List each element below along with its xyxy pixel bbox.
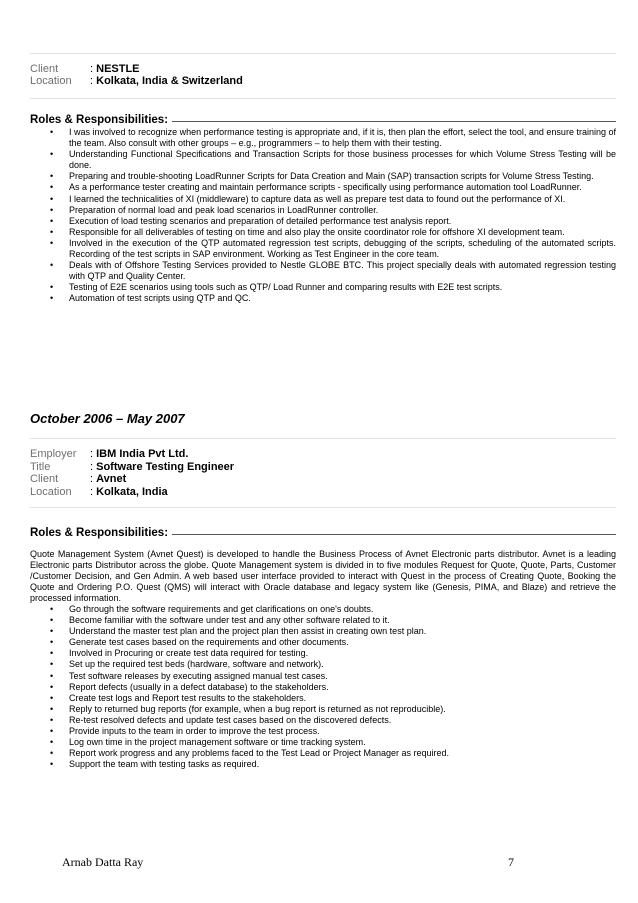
employer-value: : IBM India Pvt Ltd. bbox=[90, 448, 188, 460]
responsibilities-list-1 bbox=[30, 127, 616, 305]
divider bbox=[30, 438, 616, 439]
roles-heading-text: Roles & Responsibilities: bbox=[30, 114, 169, 126]
bullet-item: • Generate test cases based on the requirements and other documents. bbox=[30, 637, 616, 648]
title-row bbox=[30, 461, 234, 474]
roles-heading-2 bbox=[30, 526, 616, 540]
client-label-2: Client bbox=[30, 473, 59, 485]
employer-row bbox=[30, 448, 188, 461]
bullet-item: • Deals with of Offshore Testing Services provided to Nestle GLOBE BTC. This project specially deals with automated regression testing with QTP and Quality Center. bbox=[30, 260, 616, 282]
client-value-2: : Avnet bbox=[90, 473, 126, 485]
bullet-item: • Preparation of normal load and peak load scenarios in LoadRunner controller. bbox=[30, 205, 616, 216]
bullet-item: • Re-test resolved defects and update test cases based on the discovered defects. bbox=[30, 715, 616, 726]
bullet-item: • Test software releases by executing assigned manual test cases. bbox=[30, 671, 616, 682]
bullet-item: • Report work progress and any problems faced to the Test Lead or Project Manager as required. bbox=[30, 748, 616, 759]
divider bbox=[30, 53, 616, 54]
bullet-item: • I was involved to recognize when performance testing is appropriate and, if it is, then plan the effort, select the tool, and ensure training of the team. Also consult with other groups – e.g., programmers – to help them with their testing. bbox=[30, 127, 616, 149]
bullet-item: • Execution of load testing scenarios and preparation of detailed performance test analysis report. bbox=[30, 216, 616, 227]
bullet-item: • Understanding Functional Specifications and Transaction Scripts for those business processes for which Volume Stress Testing will be done. bbox=[30, 149, 616, 171]
location-row-2 bbox=[30, 486, 168, 499]
bullet-item: • Preparing and trouble-shooting LoadRunner Scripts for Data Creation and Main (SAP) transaction scripts for Volume Stress Testing. bbox=[30, 171, 616, 182]
title-value: : Software Testing Engineer bbox=[90, 461, 234, 473]
footer-author: Arnab Datta Ray bbox=[62, 855, 144, 869]
employer-label: Employer bbox=[30, 448, 77, 460]
location-value: : Kolkata, India & Switzerland bbox=[90, 75, 243, 87]
client-row-2 bbox=[30, 473, 126, 486]
bullet-item: • Provide inputs to the team in order to improve the test process. bbox=[30, 726, 616, 737]
bullet-item: • Go through the software requirements and get clarifications on one's doubts. bbox=[30, 604, 616, 615]
bullet-item: • Responsible for all deliverables of testing on time and also play the onsite coordinator role for offshore XI development team. bbox=[30, 227, 616, 238]
bullet-item: • Report defects (usually in a defect database) to the stakeholders. bbox=[30, 682, 616, 693]
bullet-item: • Involved in Procuring or create test data required for testing. bbox=[30, 648, 616, 659]
location-row bbox=[30, 75, 243, 87]
location-value-2: : Kolkata, India bbox=[90, 486, 168, 498]
heading-rule bbox=[172, 121, 616, 122]
title-label: Title bbox=[30, 461, 51, 473]
roles-heading-1 bbox=[30, 113, 616, 127]
client-row bbox=[30, 63, 140, 75]
location-label: Location bbox=[30, 75, 72, 87]
bullet-item: • Automation of test scripts using QTP and QC. bbox=[30, 293, 616, 304]
bullet-item: • As a performance tester creating and maintain performance scripts - specifically using performance automation tool LoadRunner. bbox=[30, 182, 616, 193]
divider bbox=[30, 507, 616, 508]
project-description: Quote Management System (Avnet Quest) is developed to handle the Business Process of Avnet Electronic parts distributor. Avnet is a leading Electronic parts Distributor across the globe. Quote Management system is divided in to five modules Request for Quote, Quote, Parts, Customer /Customer Decision, and Gen Admin. A web based user interface provided to interact with Quest in the process of Creating Quote, Booking the Quote and Ordering P.O. Quest (QMS) will interact with Oracle database and legacy system like (Genesis, PIMA, and Blaze) and retrieve the processed information. bbox=[30, 549, 616, 604]
location-label-2: Location bbox=[30, 486, 72, 498]
client-label: Client bbox=[30, 63, 59, 75]
bullet-item: • Log own time in the project management software or time tracking system. bbox=[30, 737, 616, 748]
divider bbox=[30, 98, 616, 99]
bullet-item: • Involved in the execution of the QTP automated regression test scripts, debugging of the scripts, scheduling of the automated scripts. Recording of the test scripts in SAP environment. Working as Test Engineer in the core team. bbox=[30, 238, 616, 260]
bullet-item: • Create test logs and Report test results to the stakeholders. bbox=[30, 693, 616, 704]
employment-period: October 2006 – May 2007 bbox=[30, 411, 185, 426]
client-value: : NESTLE bbox=[90, 63, 140, 75]
bullet-item: • Understand the master test plan and the project plan then assist in creating own test plan. bbox=[30, 626, 616, 637]
heading-rule bbox=[172, 534, 616, 535]
bullet-item: • Become familiar with the software under test and any other software related to it. bbox=[30, 615, 616, 626]
bullet-item: • Support the team with testing tasks as required. bbox=[30, 759, 616, 770]
bullet-item: • Set up the required test beds (hardware, software and network). bbox=[30, 659, 616, 670]
roles-heading-text-2: Roles & Responsibilities: bbox=[30, 527, 169, 539]
bullet-item: • I learned the technicalities of XI (middleware) to capture data as well as prepare test data to found out the performance of XI. bbox=[30, 194, 616, 205]
footer-page-number: 7 bbox=[508, 855, 514, 869]
bullet-item: • Testing of E2E scenarios using tools such as QTP/ Load Runner and comparing results with E2E test scripts. bbox=[30, 282, 616, 293]
bullet-item: • Reply to returned bug reports (for example, when a bug report is returned as not reproducible). bbox=[30, 704, 616, 715]
responsibilities-list-2 bbox=[30, 604, 616, 770]
